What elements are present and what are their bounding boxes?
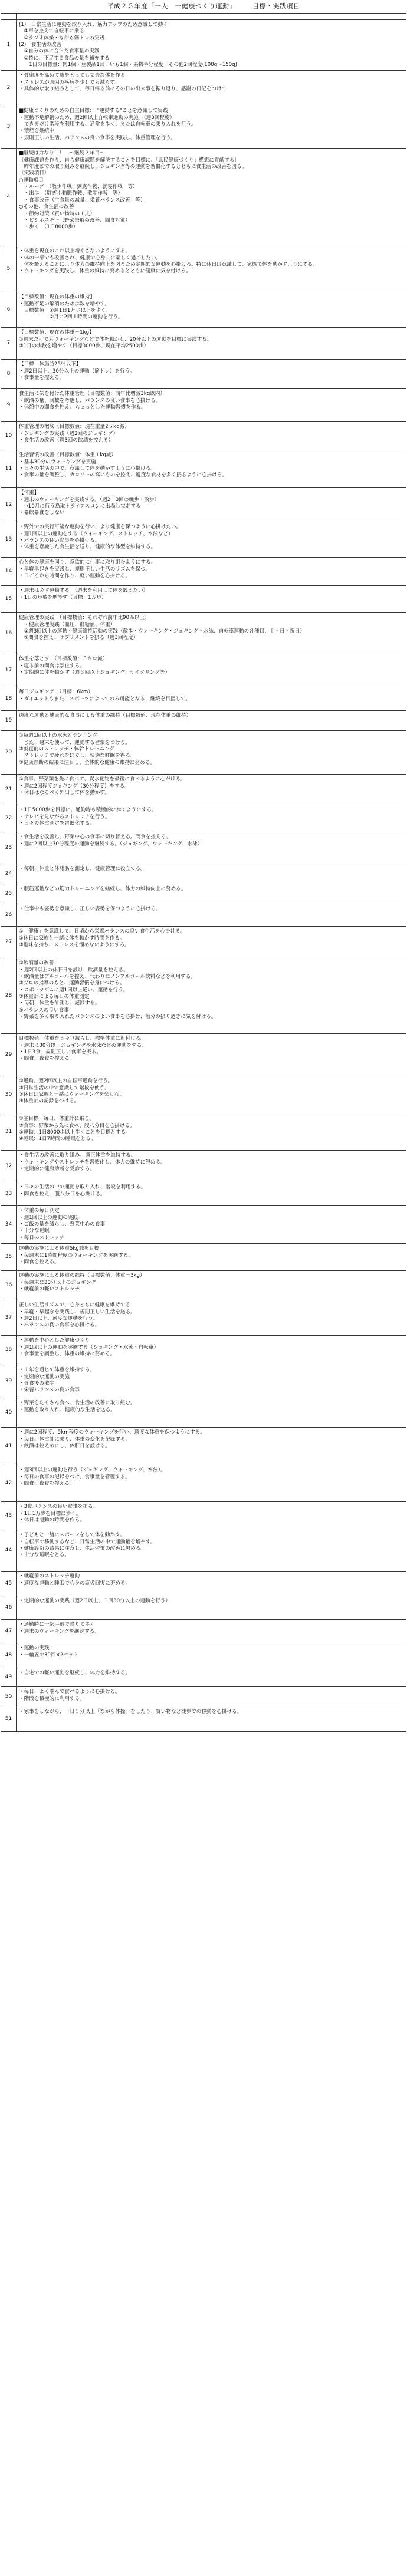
row-number: 37 bbox=[1, 1300, 17, 1336]
table-row bbox=[1, 958, 406, 1034]
row-goal-text: 食生活に気を付けた体重管理（目標数値：前年比増減3kg以内） ・飲酒の量、回数を考慮し、バランスの良い食事を心掛ける。 ・休憩中の間食を控え、ちょっとした運動習慣を作る。 bbox=[17, 389, 406, 422]
table-row bbox=[1, 864, 406, 884]
table-row bbox=[1, 904, 406, 927]
table-row bbox=[1, 246, 406, 292]
row-number: 7 bbox=[1, 328, 17, 360]
table-row bbox=[1, 687, 406, 711]
row-goal-text: ・野菜をたくさん食べ、食生活の改善に取り組む。 ・運動を取り入れ、健康的な生活を送る。 bbox=[17, 1398, 406, 1428]
row-goal-text: 運動の実施による体重5kg減を目標 ・毎週末に1時間程度のウォーキングを実施する。 ・間食を控える。 bbox=[17, 1244, 406, 1271]
row-number: 5 bbox=[1, 246, 17, 292]
table-row bbox=[1, 20, 406, 71]
row-number: 6 bbox=[1, 292, 17, 328]
row-number: 49 bbox=[1, 1668, 17, 1687]
row-goal-text: ・体重を現在のこれ以上増やさないようにする。 ・体の一部でも改善され、健康で心身共に楽しく過ごしたい。 体を鍛えることにより体力の維持向上を図るため定期的な運動を心掛ける。特に休日は意識して、家族で体を動かすようにする。 ・ウォーキングを実践し、体重の維持に努めるとともに健康に気を付ける。 bbox=[17, 246, 406, 292]
page-title bbox=[0, 0, 407, 13]
table-row bbox=[1, 1572, 406, 1596]
row-goal-text: 毎日ジョギング （目標：6km） ・ダイエットもまた、スポーツによってのみ可能となる 継続を目指して。 bbox=[17, 687, 406, 711]
table-row bbox=[1, 1707, 406, 1732]
row-goal-text: ・1日5000歩を目標に、通勤時も積極的に歩くようにする。 ・テレビを見ながらストレッチを行う。 ・日々の体重測定を習慣化する。 bbox=[17, 805, 406, 832]
row-goal-text: ・体重の毎日測定 ・週1回以上の運動の実践 ・ご飯の量を減らし、野菜中心の食事 ・十分な睡眠 ・毎日のストレッチ bbox=[17, 1206, 406, 1244]
table-row bbox=[1, 1365, 406, 1398]
table-row bbox=[1, 1620, 406, 1643]
row-number: 36 bbox=[1, 1271, 17, 1300]
row-goal-text: 体重を落とす （目標数値：５キロ減） ・寝る前の間食は禁止する。 ・定期的に体を動かす（週３回以上ジョギング、サイクリング等） bbox=[17, 654, 406, 687]
row-number: 28 bbox=[1, 958, 17, 1034]
table-row bbox=[1, 1300, 406, 1336]
table-row bbox=[1, 1398, 406, 1428]
row-goal-text: ■健康づくりのための自主目標： "運動する"ことを意識して実践！ ・運動不足解消のため、週2回以上自転車通勤の実施。（週3回程度） できるだけ階段を利用する、通常を歩く、または自転車の乗り入れを行う。 ・禁煙を継続中 ・規則正しい生活、バランスの良い食事を実践し、体重管理を行う。 bbox=[17, 106, 406, 149]
table-row bbox=[1, 558, 406, 586]
table-row bbox=[1, 328, 406, 360]
row-number: 8 bbox=[1, 360, 17, 389]
table-row bbox=[1, 488, 406, 522]
table-row bbox=[1, 1206, 406, 1244]
row-number: 12 bbox=[1, 488, 17, 522]
table-row bbox=[1, 832, 406, 864]
table-row bbox=[1, 1034, 406, 1076]
table-row bbox=[1, 711, 406, 731]
table-row bbox=[1, 1596, 406, 1620]
row-number: 39 bbox=[1, 1365, 17, 1398]
table-row bbox=[1, 1151, 406, 1182]
table-row bbox=[1, 360, 406, 389]
row-number: 30 bbox=[1, 1076, 17, 1114]
row-goal-text: 健康管理の実践 （目標数値：それぞれ前年比90％以上） ・健康管理実践（血圧、血糖値、体重） ①週3回以上の運動・健康維持活動の実践（散歩・ウォーキング・ジョギング・水泳、自転車運動の各種目：土・日・祝日） ②間食を控え、サプリメントを摂る（週3回程度） bbox=[17, 613, 406, 654]
goals-table-body bbox=[1, 14, 406, 1732]
row-number: 26 bbox=[1, 904, 17, 927]
row-number: 23 bbox=[1, 832, 17, 864]
row-goal-text: ①主目標：毎日、体重計に乗る。 ②食事：野菜から先に食べ、腹八分目を心掛ける。 ③運動：1日8000歩以上歩くことを目標とする。 ④睡眠：1日7時間の睡眠をとる。 bbox=[17, 1114, 406, 1151]
row-goal-text: (1) 日常生活に運動を取り入れ、筋力アップのため意識して動く ①車を控えて自転車に乗る ②ラジオ体操・ながら筋トレの実践 (2) 食生活の改善 ①自分の体に合った食事量の実践 ②特に、不足する食品の量を補充する 1日の目標量：肉1個・豆製品1回・いも1個・果物半分程度・その他2回程度(100g～150g) bbox=[17, 20, 406, 71]
row-number: 40 bbox=[1, 1398, 17, 1428]
row-number: 21 bbox=[1, 775, 17, 805]
row-number: 44 bbox=[1, 1530, 17, 1572]
row-goal-text: ・食生活を改善し、野菜中心の食事に切り替える。間食を控える。 ・週に2回以上30分程度の運動を継続する。（ジョギング、ウォーキング、水泳） bbox=[17, 832, 406, 864]
row-goal-text: ・骨密度を高めて歳をとっても丈夫な体を作る ・ストレスが原因の疾病を少しでも減らす。 ・具体的な取り組みとして、毎日帰る前にその日の出来事を振り返り、感謝の日記をつけて bbox=[17, 71, 406, 106]
row-number: 13 bbox=[1, 522, 17, 558]
row-number: 45 bbox=[1, 1572, 17, 1596]
row-number: 10 bbox=[1, 422, 17, 450]
row-number: 20 bbox=[1, 731, 17, 775]
row-goal-text: ・家事をしながら、一日５分以上「ながら体操」をしたり、買い物など徒歩での移動を心掛ける。 bbox=[17, 1707, 406, 1732]
row-number: 17 bbox=[1, 654, 17, 687]
row-goal-text: ・野外での実行可能な運動を行い、より健康を保つように心掛けたい。 ・週1回以上の運動をする（ウォーキング、ストレッチ、水泳など） ・バランスの良い食事を心掛ける。 ・体重を意識した食生活を送り、健康的な体型を維持する。 bbox=[17, 522, 406, 558]
row-goal-text: ①食事、野菜類を先に食べて、炭水化物を最後に食べるように心がける。 ・週に2回程度ジョギング（30分程度）をする。 ・休日はなるべく外出して体を動かす。 bbox=[17, 775, 406, 805]
table-row bbox=[1, 389, 406, 422]
row-goal-text: ・日々の生活の中で運動を取り入れ、階段を利用する。 ・間食を控え、腹八分目を心掛ける。 bbox=[17, 1182, 406, 1206]
row-goal-text: ・運動を中心とした健康づくり ・週1回以上の運動を実施する（ジョギング・水泳・自転車） ・食事量を調整し、体重の維持に努める。 bbox=[17, 1336, 406, 1365]
row-goal-text: 心と体の健康を図り、意欲的に仕事に取り組むようにする。 ・早寝早起きを実践し、規則正しい生活のリズムを保つ。 ・日ごろから時間を作り、軽い運動を心掛ける。 bbox=[17, 558, 406, 586]
table-row bbox=[1, 71, 406, 106]
row-number: 46 bbox=[1, 1596, 17, 1620]
row-number: 34 bbox=[1, 1206, 17, 1244]
row-number: 50 bbox=[1, 1687, 17, 1707]
table-header-row bbox=[1, 14, 406, 20]
row-goal-text: ・１年を通じて体重を維持する。 ・定期的な運動の実施 ・昼食後の散歩 ・栄養バランスの良い食事 bbox=[17, 1365, 406, 1398]
goals-table bbox=[1, 13, 406, 1732]
row-goal-text: ・仕事中も姿勢を意識し、正しい姿勢を保つように心掛ける。 bbox=[17, 904, 406, 927]
row-goal-text: ・週3回以上の運動を行う（ジョギング、ウォーキング、水泳）。 ・毎日の食事の記録をつけ、食事量を管理する。 ・間食、夜食を控える。 bbox=[17, 1465, 406, 1502]
table-row bbox=[1, 775, 406, 805]
row-number: 41 bbox=[1, 1428, 17, 1465]
row-number: 42 bbox=[1, 1465, 17, 1502]
row-number: 14 bbox=[1, 558, 17, 586]
row-goal-text: 生活習慣の改善（目標数値：体重１kg減） ・基本30分のウォーキングを実施 ・日々の生活の中で、意識して体を動かすように心掛ける。 ・食事の量を調整し、カロリーの高いものを控え、適度な食材を多く摂るように心掛ける。 bbox=[17, 450, 406, 488]
table-row bbox=[1, 1244, 406, 1271]
row-number: 35 bbox=[1, 1244, 17, 1271]
row-goal-text: ・週末は必ず運動する。（週末を利用して体を鍛えたい） ・1日の歩数を増やす（目標：1万歩） bbox=[17, 586, 406, 613]
row-goal-text: ■継続は力なり！！ ～継続２年目～ 〔健康課題を作り、自ら健康課題を解決することを目標に、「県民健康づくり」構想に貢献する〕 昨年度までの取り組みを継続し、ジョギング等の運動を習慣化するとともに食生活の改善を図る。 〔実践項目〕 ○運動項目 ・ルーブ （散歩作戦、到底作戦、就寝作戦 等） ・出歩 （駐ぎ小動脈作戦、散歩作戦 等） ・食事改善（主食量の減量、栄養バランス改善 等） ○その他、食生活の改善 ・節約対策（買い物時の工夫） ・ビジネスキー（野菜摂取の改善、間食対策） ・歩く （1日8000歩） bbox=[17, 149, 406, 246]
row-goal-text: ・自宅での軽い運動を継続し、体力を維持する。 bbox=[17, 1668, 406, 1687]
table-row bbox=[1, 422, 406, 450]
row-number: 48 bbox=[1, 1643, 17, 1668]
row-goal-text: ①飲酒量の改善 ・週2回以上の休肝日を設け、飲酒量を控える。 ・飲酒量はアルコールを控え、代わりにノンアルコール飲料などを利用する。 ②プロの指導のもと、運動習慣を身につける。 ・スポーツジムに週1回以上通い、運動を行う。 ③体重計による毎日の体重測定 ・毎朝、体重を計測し、記録する。 ④バランスの良い食事 ・野菜を多く取り入れたバランスのよい食事を心掛け、塩分の摂り過ぎに気を付ける。 bbox=[17, 958, 406, 1034]
row-goal-text: 体重管理の徹底（目標数値：現在重量2５kg減） ・ジョギングの実践（週2回のジョギング） ・食生活の改善（週3回の飲酒を控える） bbox=[17, 422, 406, 450]
row-goal-text: 目標数値 体重を５キロ減らし、標準体重に近付ける。 ・週末に30分以上ジョギングや水泳などの運動をする。 ・1日3食、規則正しい食事を摂る。 ・間食、夜食を控える。 bbox=[17, 1034, 406, 1076]
table-row bbox=[1, 1182, 406, 1206]
table-row bbox=[1, 149, 406, 246]
table-row bbox=[1, 292, 406, 328]
table-row bbox=[1, 1336, 406, 1365]
row-number: 9 bbox=[1, 389, 17, 422]
table-row bbox=[1, 586, 406, 613]
table-row bbox=[1, 654, 406, 687]
row-goal-text: ・毎朝、体重と体脂肪を測定し、健康管理に役立てる。 bbox=[17, 864, 406, 884]
row-goal-text: 【目標：体脂肪25％以下】 ・週2日以上、30分以上の運動（筋トレ）を行う。 ・食事量を控える。 bbox=[17, 360, 406, 389]
row-goal-text: ・定期的な運動の実践（週2日以上、１回30分以上の運動を行う） bbox=[17, 1596, 406, 1620]
row-number: 51 bbox=[1, 1707, 17, 1732]
row-goal-text: ・毎日、よく噛んで食べるように心掛ける。 ・階段を積極的に利用する。 bbox=[17, 1687, 406, 1707]
row-number: 15 bbox=[1, 586, 17, 613]
table-row bbox=[1, 1428, 406, 1465]
table-row bbox=[1, 884, 406, 904]
row-goal-text: 【目標数値：現在の体重の維持】 ・運動不足の解消のため歩数を増やす。 目標数値 ①週1日1万歩以上を歩く。 ②月に2回１時間の運動を行う。 bbox=[17, 292, 406, 328]
row-goal-text: ①毎週1回以上の水泳とランニング また、週末を使って、運動する習慣をつける。 ②就寝前のストレッチ・体幹トレーニング ストレッチで疲れをほぐし、快適な睡眠を得る。 ③健康診断の結果に注目し、全体的な健康の維持に努める。 bbox=[17, 731, 406, 775]
row-number: 27 bbox=[1, 927, 17, 958]
table-row bbox=[1, 1643, 406, 1668]
row-goal-text: 正しい生活リズムで、心身ともに健康を維持する ・早寝・早起きを実践し、規則正しい生活を送る。 ・週2日以上、適度な運動を行う。 ・バランスの良い食事を心掛ける。 bbox=[17, 1300, 406, 1336]
table-row bbox=[1, 1530, 406, 1572]
row-number: 11 bbox=[1, 450, 17, 488]
table-row bbox=[1, 1668, 406, 1687]
table-row bbox=[1, 731, 406, 775]
table-row bbox=[1, 1076, 406, 1114]
table-row bbox=[1, 613, 406, 654]
row-number: 31 bbox=[1, 1114, 17, 1151]
table-row bbox=[1, 522, 406, 558]
row-goal-text: ・就寝前のストレッチ運動 ・適度な運動と睡眠で心身の疲労回復に努める。 bbox=[17, 1572, 406, 1596]
row-number: 18 bbox=[1, 687, 17, 711]
row-number: 2 bbox=[1, 71, 17, 106]
row-number: 4 bbox=[1, 149, 17, 246]
row-goal-text: ・通勤時に一駅手前で降りて歩く ・週末のウォーキングを継続する。 bbox=[17, 1620, 406, 1643]
row-goal-text: 【目標数値：現在の体重－1kg】 ①週末だけでもウォーキングなどで体を動かし、20分以上の運動を目標に実践する。 ②1日の歩数を増やす（目標3000歩、現在平均2500歩） bbox=[17, 328, 406, 360]
title-sub: 目標・実践項目 bbox=[252, 2, 300, 10]
row-number: 29 bbox=[1, 1034, 17, 1076]
table-row bbox=[1, 1502, 406, 1530]
row-number: 22 bbox=[1, 805, 17, 832]
row-number: 1 bbox=[1, 20, 17, 71]
row-number: 33 bbox=[1, 1182, 17, 1206]
row-number: 47 bbox=[1, 1620, 17, 1643]
row-goal-text: 運動の実施による体重の維持（目標数値：体重－3kg） ・毎週末に30分以上のジョギング ・就寝前の軽いストレッチ bbox=[17, 1271, 406, 1300]
row-goal-text: ①「健康」を意識して、日頃から栄養バランスの良い食生活を心掛ける。 ②休日に家族と一緒に体を動かす時間を作る。 ③趣味を持ち、ストレスを溜めないようにする。 bbox=[17, 927, 406, 958]
table-row bbox=[1, 927, 406, 958]
row-number: 32 bbox=[1, 1151, 17, 1182]
row-goal-text: ・腹筋運動などの筋力トレーニングを継続し、体力の維持向上に努める。 bbox=[17, 884, 406, 904]
row-number: 38 bbox=[1, 1336, 17, 1365]
row-goal-text: 【体重】 ・週末のウォーキングを実践する。（週2・3回の晩歩・散歩） →10月に行う鳥取トライアスロンに出場し完走する ・暴飲暴食をしない bbox=[17, 488, 406, 522]
row-number: 24 bbox=[1, 864, 17, 884]
table-row bbox=[1, 1687, 406, 1707]
table-row bbox=[1, 805, 406, 832]
row-goal-text: ①通勤、週2回以上の自転車通勤を行う。 ②日常生活の中で意識して階段を使う。 ③休日は家族と一緒にウォーキングを楽しむ。 ④体重計の記録をつける。 bbox=[17, 1076, 406, 1114]
row-goal-text: 適度な運動と健康的な食事による体重の維持（目標数値：現在体重の維持） bbox=[17, 711, 406, 731]
row-goal-text: ・3食バランスの良い食事を摂る。 ・1日1万歩を目標に歩く。 ・休日は運動の時間を作る。 bbox=[17, 1502, 406, 1530]
row-number: 19 bbox=[1, 711, 17, 731]
row-goal-text: ・週に2回程度、5km程度のウォーキングを行い、適度な体重を保つようにする。 ・毎日、体重計に乗り、体重の変化を記録する。 ・飲酒は控えめにし、休肝日を設ける。 bbox=[17, 1428, 406, 1465]
row-goal-text: ・子どもと一緒にスポーツをして体を動かす。 ・自転車で移動するなど、日常生活の中で運動量を増やす。 ・健康診断の結果に注意し、生活習慣の改善に努める。 ・十分な睡眠をとる。 bbox=[17, 1530, 406, 1572]
title-main: 平成２５年度「一人 一健康づくり運動」 bbox=[107, 2, 236, 10]
row-goal-text: ・食生活の改善に取り組み、適正体重を維持する。 ・ウォーキングやストレッチを習慣化し、体力の維持に努める。 ・定期的に健康診断を受診する。 bbox=[17, 1151, 406, 1182]
row-number: 43 bbox=[1, 1502, 17, 1530]
row-number: 25 bbox=[1, 884, 17, 904]
row-number: 16 bbox=[1, 613, 17, 654]
row-goal-text: ・運動の実践 ・一輪五で30回×2セット bbox=[17, 1643, 406, 1668]
table-row bbox=[1, 450, 406, 488]
row-number: 3 bbox=[1, 106, 17, 149]
table-row bbox=[1, 1271, 406, 1300]
table-row bbox=[1, 1465, 406, 1502]
table-row bbox=[1, 1114, 406, 1151]
table-row bbox=[1, 106, 406, 149]
